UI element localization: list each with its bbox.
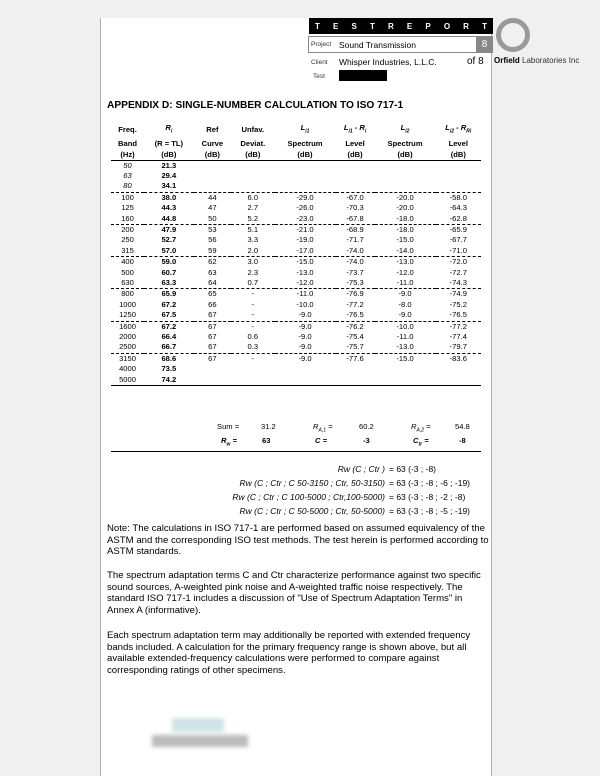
table-cell: 5.1 bbox=[247, 224, 259, 234]
table-cell bbox=[194, 375, 231, 386]
table-cell: 63 bbox=[208, 267, 217, 277]
table-row bbox=[111, 181, 481, 192]
col-header: $L_{i2} - R_{Ri}$ bbox=[445, 123, 472, 135]
table-cell: 50 bbox=[123, 160, 132, 170]
ctr-value: -8 bbox=[459, 436, 466, 445]
table-cell: 66 bbox=[208, 299, 217, 309]
redacted-test-id bbox=[339, 70, 387, 81]
table-cell: 6.0 bbox=[247, 192, 259, 202]
table-row bbox=[111, 278, 481, 289]
table-cell bbox=[231, 160, 274, 171]
table-cell: 47 bbox=[208, 203, 217, 213]
col-header: (dB) bbox=[194, 149, 231, 161]
client-label: Client bbox=[311, 59, 328, 66]
table-cell: 29.4 bbox=[161, 170, 177, 180]
table-row bbox=[111, 214, 481, 225]
table-cell: 38.0 bbox=[161, 192, 177, 202]
client-value: Whisper Industries, L.L.C. bbox=[339, 57, 437, 67]
table-cell: 56 bbox=[208, 235, 217, 245]
table-cell bbox=[336, 181, 375, 192]
table-cell: -71.7 bbox=[346, 235, 364, 245]
page-title: APPENDIX D: SINGLE-NUMBER CALCULATION TO ISO 717-1 bbox=[107, 100, 404, 111]
banner-letter: T bbox=[369, 21, 375, 31]
orfield-logo-text: Orfield Laboratories Inc bbox=[494, 56, 580, 65]
table-cell: 400 bbox=[121, 257, 134, 267]
table-cell: -17.0 bbox=[275, 246, 336, 257]
table-cell: 59 bbox=[194, 246, 231, 257]
table-cell bbox=[275, 364, 336, 374]
page-number-badge: 8 bbox=[476, 36, 493, 53]
col-header: Level bbox=[345, 138, 365, 148]
calculation-table bbox=[111, 122, 481, 386]
table-cell: 1600 bbox=[119, 321, 136, 331]
col-header: (dB) bbox=[375, 149, 436, 161]
table-cell: 0.6 bbox=[247, 332, 259, 342]
blurred-footer bbox=[152, 735, 248, 747]
table-cell: -9.0 bbox=[275, 342, 336, 353]
report-page bbox=[100, 18, 492, 776]
table-cell: -72.0 bbox=[449, 257, 467, 267]
table-cell: 67 bbox=[194, 342, 231, 353]
table-cell: -76.2 bbox=[346, 321, 364, 331]
table-cell bbox=[194, 171, 231, 181]
formula-lhs: Rw (C ; Ctr ) bbox=[337, 464, 385, 474]
table-cell: -72.7 bbox=[449, 267, 467, 277]
table-cell: -8.0 bbox=[398, 299, 412, 309]
table-cell: - bbox=[231, 310, 274, 321]
col-header: (dB) bbox=[436, 149, 481, 161]
table-row bbox=[111, 321, 481, 332]
banner-letter: S bbox=[351, 21, 357, 31]
table-cell: 2000 bbox=[119, 332, 136, 342]
table-cell: 80 bbox=[111, 181, 144, 192]
table-row bbox=[111, 257, 481, 268]
table-cell bbox=[375, 171, 436, 181]
table-cell: 67.2 bbox=[161, 299, 177, 309]
table-cell: -67.0 bbox=[346, 192, 364, 202]
table-cell: -21.0 bbox=[296, 224, 314, 234]
banner-letter: P bbox=[425, 21, 431, 31]
table-cell: -62.8 bbox=[436, 214, 481, 225]
banner-letter: O bbox=[443, 21, 451, 31]
table-row bbox=[111, 289, 481, 300]
table-cell: -9.0 bbox=[298, 332, 312, 342]
sum-label: Sum = bbox=[217, 422, 240, 431]
c-value: -3 bbox=[363, 436, 370, 445]
table-cell: -9.0 bbox=[275, 310, 336, 321]
orfield-logo-ring-icon bbox=[496, 18, 530, 52]
table-cell: 47.9 bbox=[161, 224, 177, 234]
table-cell: -15.0 bbox=[396, 353, 414, 363]
table-cell: 64 bbox=[194, 278, 231, 289]
table-cell bbox=[231, 171, 274, 181]
test-report-banner bbox=[309, 18, 493, 34]
table-cell: -11.0 bbox=[396, 332, 414, 342]
table-cell: 44 bbox=[208, 192, 217, 202]
table-row bbox=[111, 364, 481, 374]
table-cell: -64.3 bbox=[449, 203, 467, 213]
table-cell: 63.3 bbox=[144, 278, 194, 289]
table-row bbox=[111, 353, 481, 364]
table-row bbox=[111, 332, 481, 342]
col-header: (dB) bbox=[336, 149, 375, 161]
table-cell: 65 bbox=[208, 289, 217, 299]
table-cell: -75.3 bbox=[336, 278, 375, 289]
table-cell: -83.6 bbox=[449, 353, 467, 363]
table-row bbox=[111, 203, 481, 213]
table-cell: -70.3 bbox=[346, 203, 364, 213]
table-cell bbox=[375, 364, 436, 374]
table-cell: - bbox=[251, 353, 255, 363]
sum-value: 31.2 bbox=[261, 422, 276, 431]
table-cell: 44.8 bbox=[144, 214, 194, 225]
table-cell: -12.0 bbox=[275, 278, 336, 289]
table-cell: -12.0 bbox=[396, 267, 414, 277]
table-cell: 0.3 bbox=[231, 342, 274, 353]
table-cell: -10.0 bbox=[296, 299, 314, 309]
spectrum-adaptation-paragraph: The spectrum adaptation terms C and Ctr characterize performance against two specific sound sources, A-weighted pink noise and A-weighted traffic noise respectively. The standard ISO 717-1 includes a discussion of "Use of Spectrum Adaptation Terms" in Annex A (informative). bbox=[107, 570, 481, 616]
table-cell: -79.7 bbox=[436, 342, 481, 353]
table-cell bbox=[336, 160, 375, 171]
table-cell: -76.9 bbox=[346, 289, 364, 299]
table-cell: 74.2 bbox=[144, 375, 194, 386]
c-label: C = bbox=[315, 436, 328, 445]
table-cell: -9.0 bbox=[298, 321, 312, 331]
table-cell: -15.0 bbox=[396, 235, 414, 245]
table-cell bbox=[231, 181, 274, 192]
table-cell: -13.0 bbox=[396, 257, 414, 267]
formula-lhs: Rw (C ; Ctr ; C 50-5000 ; Ctr, 50-5000) bbox=[239, 506, 385, 516]
table-cell bbox=[436, 364, 481, 374]
table-cell: 57.0 bbox=[144, 246, 194, 257]
table-cell: -67.8 bbox=[336, 214, 375, 225]
table-cell: 315 bbox=[111, 246, 144, 257]
table-cell: 66.4 bbox=[161, 332, 177, 342]
table-cell bbox=[436, 375, 481, 386]
table-cell bbox=[336, 171, 375, 181]
table-cell: 5000 bbox=[111, 375, 144, 386]
table-cell: 65.9 bbox=[161, 289, 177, 299]
table-cell bbox=[275, 160, 336, 171]
table-cell: 125 bbox=[121, 203, 134, 213]
table-row bbox=[111, 171, 481, 181]
table-cell: 160 bbox=[111, 214, 144, 225]
table-row bbox=[111, 268, 481, 278]
rw-value: 63 bbox=[262, 436, 271, 445]
table-cell bbox=[275, 171, 336, 181]
col-header: Freq. bbox=[118, 125, 137, 135]
table-cell: 67 bbox=[208, 353, 217, 363]
table-cell: 5.2 bbox=[231, 214, 274, 225]
col-header: (Hz) bbox=[111, 149, 144, 161]
table-cell: -29.0 bbox=[296, 192, 314, 202]
table-row bbox=[111, 375, 481, 386]
formula-rhs: = 63 (-3 ; -8 ; -2 ; -8) bbox=[389, 492, 466, 502]
table-cell bbox=[375, 181, 436, 192]
table-cell: -67.7 bbox=[449, 235, 467, 245]
table-row bbox=[111, 300, 481, 310]
col-header: $L_{i1} - R_i$ bbox=[343, 123, 367, 135]
table-cell bbox=[275, 375, 336, 386]
formula-rhs: = 63 (-3 ; -8 ; -6 ; -19) bbox=[389, 478, 471, 488]
table-cell: 67 bbox=[208, 332, 217, 342]
table-cell: 63 bbox=[123, 170, 132, 180]
table-cell bbox=[436, 160, 481, 171]
table-cell: 67.5 bbox=[144, 310, 194, 321]
table-cell: -77.2 bbox=[449, 321, 467, 331]
table-cell: -77.6 bbox=[346, 353, 364, 363]
table-cell: -77.4 bbox=[449, 332, 467, 342]
formula-lhs: Rw (C ; Ctr ; C 100-5000 ; Ctr,100-5000) bbox=[232, 492, 385, 502]
table-cell: 73.5 bbox=[161, 364, 177, 374]
table-cell: -10.0 bbox=[396, 321, 414, 331]
table-cell: 3.3 bbox=[247, 235, 259, 245]
col-header: Deviat. bbox=[240, 138, 266, 148]
table-cell: 67 bbox=[194, 310, 231, 321]
table-cell: -20.0 bbox=[396, 192, 414, 202]
table-cell: 1250 bbox=[111, 310, 144, 321]
table-row bbox=[111, 235, 481, 245]
table-cell: 2.0 bbox=[231, 246, 274, 257]
table-cell: -9.0 bbox=[298, 353, 312, 363]
table-cell bbox=[231, 375, 274, 386]
col-header: (dB) bbox=[275, 149, 336, 161]
table-cell: - bbox=[251, 299, 255, 309]
table-cell bbox=[375, 160, 436, 171]
col-header: (R = TL) bbox=[154, 138, 184, 148]
table-cell bbox=[436, 181, 481, 192]
ra2-label: $R_{A,2}$ = bbox=[411, 422, 431, 434]
table-cell: -75.7 bbox=[336, 342, 375, 353]
ctr-label: $C_{tr}$ = bbox=[413, 436, 429, 448]
table-cell: -68.9 bbox=[346, 224, 364, 234]
table-cell: 500 bbox=[121, 267, 134, 277]
table-cell: 3.0 bbox=[247, 257, 259, 267]
formula-rhs: = 63 (-3 ; -8) bbox=[389, 464, 437, 474]
summary-rule bbox=[111, 451, 481, 452]
ra2-value: 54.8 bbox=[455, 422, 470, 431]
rw-label: $R_w$ = bbox=[221, 436, 237, 448]
banner-letter: E bbox=[333, 21, 339, 31]
table-cell bbox=[336, 364, 375, 374]
table-cell: -76.5 bbox=[436, 310, 481, 321]
table-cell bbox=[436, 171, 481, 181]
col-header: (dB) bbox=[231, 149, 274, 161]
table-cell: 60.7 bbox=[161, 267, 177, 277]
table-cell: 2.7 bbox=[247, 203, 259, 213]
table-cell: -18.0 bbox=[375, 214, 436, 225]
col-header: $R_i$ bbox=[165, 123, 173, 135]
table-cell: -73.7 bbox=[346, 267, 364, 277]
col-header: Spectrum bbox=[387, 138, 423, 148]
table-cell: - bbox=[251, 321, 255, 331]
banner-letter: R bbox=[387, 21, 394, 31]
banner-letter: R bbox=[463, 21, 469, 31]
table-cell bbox=[231, 364, 274, 374]
table-cell: 0.7 bbox=[231, 278, 274, 289]
table-cell: -74.0 bbox=[346, 257, 364, 267]
table-cell: -74.0 bbox=[336, 246, 375, 257]
table-cell: 52.7 bbox=[161, 235, 177, 245]
table-cell: -23.0 bbox=[275, 214, 336, 225]
table-cell bbox=[375, 375, 436, 386]
table-cell bbox=[194, 160, 231, 171]
banner-letter: E bbox=[406, 21, 413, 31]
table-cell: -74.3 bbox=[436, 278, 481, 289]
table-cell: -75.2 bbox=[449, 299, 467, 309]
table-cell: -77.2 bbox=[346, 299, 364, 309]
table-cell: -9.0 bbox=[398, 289, 412, 299]
col-header: $L_{i1}$ bbox=[300, 123, 310, 135]
blurred-signature bbox=[172, 718, 224, 732]
table-cell: 2.3 bbox=[247, 267, 259, 277]
note-paragraph: Note: The calculations in ISO 717-1 are performed based on assumed equivalency of the ASTM and the corresponding ISO test methods. The test herein is performed according to ASTM standards. bbox=[107, 523, 489, 558]
table-cell: 21.3 bbox=[161, 160, 177, 170]
table-row bbox=[111, 160, 481, 171]
table-cell: 66.7 bbox=[144, 342, 194, 353]
col-header: Level bbox=[448, 138, 468, 148]
table-cell bbox=[194, 181, 231, 192]
table-cell: 800 bbox=[121, 289, 134, 299]
table-cell: -76.5 bbox=[336, 310, 375, 321]
table-cell: 200 bbox=[121, 224, 134, 234]
table-cell: 59.0 bbox=[161, 257, 177, 267]
ra1-label: $R_{A,1}$ = bbox=[313, 422, 333, 434]
table-cell: 2500 bbox=[111, 342, 144, 353]
col-header: $L_{i2}$ bbox=[400, 123, 410, 135]
col-header: (dB) bbox=[144, 149, 194, 161]
table-cell: -14.0 bbox=[375, 246, 436, 257]
project-value: Sound Transmission bbox=[339, 40, 417, 50]
table-cell: 1000 bbox=[119, 299, 136, 309]
table-row bbox=[111, 224, 481, 235]
table-cell: 34.1 bbox=[144, 181, 194, 192]
table-cell: -74.9 bbox=[449, 289, 467, 299]
table-cell: 68.6 bbox=[161, 353, 177, 363]
table-cell bbox=[336, 375, 375, 386]
table-cell: 3150 bbox=[119, 353, 136, 363]
table-cell: -13.0 bbox=[375, 342, 436, 353]
table-row bbox=[111, 246, 481, 257]
ra1-value: 60.2 bbox=[359, 422, 374, 431]
table-cell: -75.4 bbox=[346, 332, 364, 342]
banner-letter: T bbox=[482, 21, 487, 31]
table-cell: 100 bbox=[121, 192, 134, 202]
table-cell: -13.0 bbox=[296, 267, 314, 277]
table-cell: - bbox=[251, 289, 255, 299]
col-header: Unfav. bbox=[241, 125, 265, 135]
table-row bbox=[111, 310, 481, 321]
table-cell: -15.0 bbox=[296, 257, 314, 267]
table-cell: 630 bbox=[111, 278, 144, 289]
formula-lhs: Rw (C ; Ctr ; C 50-3150 ; Ctr, 50-3150) bbox=[239, 478, 385, 488]
formula-rhs: = 63 (-3 ; -8 ; -5 ; -19) bbox=[389, 506, 471, 516]
table-cell: -58.0 bbox=[449, 192, 467, 202]
page-count: of 8 bbox=[467, 56, 484, 67]
table-cell: 250 bbox=[121, 235, 134, 245]
project-label: Project bbox=[311, 41, 332, 48]
col-header: Band bbox=[118, 138, 138, 148]
banner-letter: T bbox=[315, 21, 320, 31]
table-cell: 4000 bbox=[119, 364, 136, 374]
table-cell: 62 bbox=[208, 257, 217, 267]
table-cell: 50 bbox=[194, 214, 231, 225]
table-row bbox=[111, 192, 481, 203]
table-cell: -20.0 bbox=[396, 203, 414, 213]
table-cell: -65.9 bbox=[449, 224, 467, 234]
table-cell bbox=[194, 364, 231, 374]
table-cell: -71.0 bbox=[436, 246, 481, 257]
table-cell: 67 bbox=[208, 321, 217, 331]
table-row bbox=[111, 342, 481, 353]
table-cell bbox=[275, 181, 336, 192]
table-cell: 53 bbox=[208, 224, 217, 234]
test-label: Test bbox=[313, 73, 325, 80]
table-cell: -11.0 bbox=[296, 289, 314, 299]
table-cell: 67.2 bbox=[161, 321, 177, 331]
table-cell: -18.0 bbox=[396, 224, 414, 234]
table-cell: -11.0 bbox=[375, 278, 436, 289]
col-header: Curve bbox=[201, 138, 224, 148]
table-cell: -9.0 bbox=[375, 310, 436, 321]
extended-frequency-paragraph: Each spectrum adaptation term may additionally be reported with extended frequency bands included. A calculation for the primary frequency range is shown above, but all available extended-frequency calculations were performed to compare against corresponding ratings of other specimens. bbox=[107, 630, 471, 676]
table-cell: -26.0 bbox=[296, 203, 314, 213]
table-cell: -19.0 bbox=[296, 235, 314, 245]
col-header: Spectrum bbox=[287, 138, 323, 148]
col-header: Ref bbox=[206, 125, 219, 135]
table-cell: 44.3 bbox=[161, 203, 177, 213]
